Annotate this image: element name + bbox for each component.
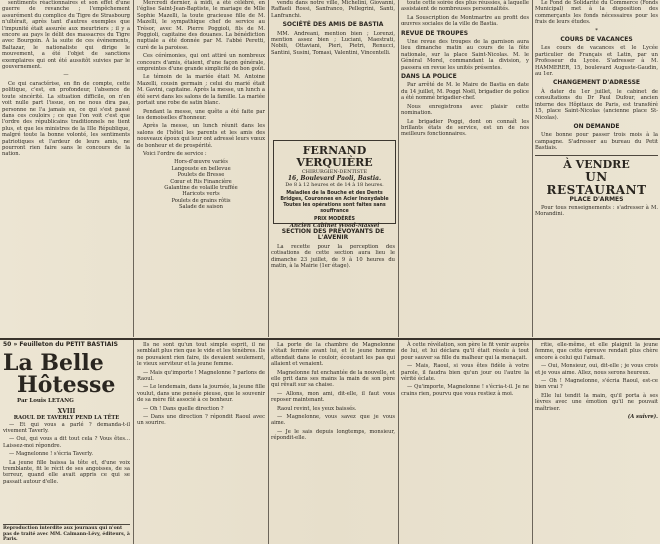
- ad-service: Toutes les opérations sont faites sans souffrance: [283, 203, 386, 214]
- top-column-1: [2, 0, 130, 337]
- article-text: Ce qui caractérise, en fin de compte, cette politique, c'est, en profondeur, l'absence de toute sincérité. La situation difficile, on n'en voit nulle part l'issue, on ne nous dira pas, personne ne l'a jamais su, ce qui s'est passé dans ces couloirs ; ce que l'on voit c'est que l'ordre des républicains traditionnels ne tient plus, et que les ministres de la IIIe République, malgré toute la bonne volonté, les sentiments patriotiques et l'ardeur de leurs amis, ne pourront rien faire sans le concours de la nation.: [2, 80, 130, 158]
- section-heading: CHANGEMENT D'ADRESSE: [552, 79, 641, 87]
- column-rule: [532, 0, 533, 337]
- novel-text: Ils ne sont qu'un tout simple esprit, il ne semblait plus rien que le vide et les ténèbres. Ils ne pouvaient rien faire, ils devaient seulement, le vieux serviteur et la jeune femme.: [137, 342, 265, 368]
- novel-title-line-1: La Belle: [3, 350, 104, 377]
- novel-text: — Et qui vous a parlé ? demanda-t-il vivement Taverly.: [3, 421, 130, 435]
- column-rule: [532, 340, 533, 544]
- article-text: Le brigadier Poggi, dont on connaît les brillants états de service, est un de nos meilleurs fonctionnaires.: [401, 118, 529, 138]
- menu-list: [137, 159, 265, 210]
- menu-item: Cœur et Ris Financière: [170, 178, 232, 185]
- column-rule: [133, 340, 134, 544]
- article-text: MM. Andreani, mention bien ; Lorenzi, mention assez bien ; Luciani, Maestrati, Nobili, Ottaviani, Pieri, Pietri, Renucci, Santini, Susini, Tomasi, Valentini, Vincentelli.: [271, 30, 395, 56]
- article-text: Mercredi dernier, à midi, a été célébré, en l'église Saint-Jean-Baptiste, le mariage de Mlle Sophie Mazelli, la toute gracieuse fille de M. Mazelli, le sympathique chef de service au Trésor, avec M. Pierre Poggioli, fils de M. Poggioli, capitaine des douanes. La bénédiction nuptiale a été donnée par M. l'abbé Peretti, curé de la paroisse.: [137, 0, 265, 51]
- novel-text: — Oui, Monsieur, oui, dit-elle ; je vous crois et je vous aime. Allez, nous serons heureux.: [535, 363, 658, 376]
- top-column-2: [137, 0, 265, 337]
- sale-ad-subject: UN RESTAURANT: [546, 169, 647, 197]
- top-column-4: [401, 0, 529, 337]
- ad-former-cabinet: Ancien Cabinet Wood-Massei: [289, 223, 380, 229]
- ad-hours: De 8 à 12 heures et de 14 à 18 heures.: [285, 182, 384, 188]
- novel-text: Magnelonne fut enchantée de la nouvelle, et elle prit dans ses mains la main de son père qui rêvait sur sa chaise.: [271, 369, 395, 389]
- section-heading: DANS LA POLICE: [401, 73, 457, 81]
- novel-text: — Mais, Raoul, si vous êtes fidèle à votre parole, il faudra bien qu'un jour ou l'autre la vérité éclate.: [401, 363, 529, 383]
- article-text: À dater du 1er juillet, le cabinet de consultations du Dr Paul Dufour, ancien interne des Hôpitaux de Paris, est transféré 15, place Saint-Nicolas (ancienne place St-Nicolas).: [535, 88, 658, 121]
- column-rule: [268, 0, 269, 337]
- menu-item: Hors-d'œuvre variés: [174, 159, 228, 166]
- article-text: Une bonne pour passer trois mois à la campagne. S'adresser au bureau du Petit Bastiais.: [535, 132, 658, 152]
- ad-address: 16, Boulevard Paoli, Bastia.: [287, 175, 382, 182]
- menu-item: Galantine de volaille truffée: [164, 184, 238, 191]
- top-column-3-lower: [271, 226, 395, 337]
- article-text: Après la messe, un lunch réunit dans les salons de l'hôtel les parents et les amis des nouveaux époux qui leur ont adressé leurs vœux de bonheur et de prospérité.: [137, 123, 265, 149]
- section-heading: REVUE DE TROUPES: [401, 29, 469, 37]
- feuilleton-column-1: [3, 342, 130, 544]
- article-text: sentiments réactionnaires et son effet d'une guerre de revanche ; l'empêchement assurément du complice du Tigre de Strasbourg n'ultérait, après tant d'autres exemples que l'impunité était assurée aux meurtriers ; il y a encore au pays le délit des massacres du Tigre avec Bourgoin. À la suite de ces événements, Baltazar, le nationaliste qui dirige le mouvement, a été l'objet de sanctions exemplaires qui ont été aussitôt suivies par le gouvernement.: [2, 0, 130, 71]
- feuilleton-header: 50 » Feuilleton du PETIT BASTIAIS: [3, 341, 118, 348]
- menu-item: Poulets de Bresse: [177, 172, 225, 179]
- footer-rule: [3, 524, 130, 525]
- section-heading: ON DEMANDE: [573, 122, 620, 130]
- article-text: Une revue des troupes de la garnison aura lieu dimanche matin au cours de la fête nationale, sur la place Saint-Nicolas. M. le Général Morel, commandant la division, y passera en revue les unités présentes.: [401, 39, 529, 71]
- dentist-advertisement: [273, 140, 396, 229]
- section-divider: —: [63, 72, 69, 79]
- feuilleton-column-4: [401, 342, 529, 544]
- section-heading: COURS DE VACANCES: [560, 36, 633, 44]
- novel-text: — Magnelonne, vous savez que je vous aime.: [271, 414, 395, 427]
- section-divider: *: [595, 27, 598, 34]
- novel-author: Par Louis LETANG: [17, 398, 74, 405]
- menu-item: Salade de saison: [178, 204, 224, 211]
- novel-text: — Mais qu'importe ! Magnelonne ? parlons de Raoul.: [137, 369, 265, 383]
- article-text: Nous enregistrons avec plaisir cette nomination.: [401, 103, 529, 117]
- novel-title-line-2: Hôtesse: [17, 372, 116, 399]
- chapter-title: RAOUL DE TAVERLY PEND LA TÊTE: [13, 415, 120, 422]
- article-text: Le Fond de Solidarité du Commerce (Fonds Municipal) met à la disposition des commerçants les fonds nécessaires pour les frais de leurs études.: [535, 0, 658, 26]
- novel-text: — Le lendemain, dans la journée, la jeune fille voulut, dans une pensée pieuse, que le souvenir de sa mère fût associé à ce bonheur.: [137, 384, 265, 404]
- article-text: Ces cérémonies, qui ont attiré un nombreux concours d'amis, étaient, d'une façon générale, empreintes d'une grande simplicité de bon goût.: [137, 53, 265, 73]
- novel-text: — Dans une direction ? répondit Raoul avec un sourire.: [137, 414, 265, 427]
- ad-name: FERNAND VERQUIÈRE: [296, 144, 373, 169]
- article-text: La recette pour la perception des cotisations de cette section aura lieu le dimanche 23 juillet, de 9 à 10 heures du matin, à la Mairie (1er étage).: [271, 243, 395, 270]
- article-text: Par arrêté de M. le Maire de Bastia en date du 14 juillet, M. Poggi Noël, brigadier de police a été nommé brigadier-chef.: [401, 82, 529, 102]
- menu-item: Langouste en bellevue: [171, 165, 231, 172]
- novel-text: La jeune fille baissa la tête et, d'une voix tremblante, fit le récit de ses angoisses, de sa terreur, quand elle avait appris ce qui se passait autour d'elle.: [3, 459, 130, 485]
- feuilleton-column-2: [137, 342, 265, 544]
- novel-text: — Magnelonne ! s'écria Taverly.: [9, 451, 94, 458]
- menu-item: Haricots verts: [182, 191, 220, 198]
- article-text: vendu dans notre ville, Michelini, Giovanni, Raffaeli Rossi, Sanfranco, Pellegrini, Santi, Lanfranchi.: [271, 0, 395, 19]
- article-text: Voici l'ordre de service :: [143, 150, 207, 157]
- ad-profession: CHIRURGIEN-DENTISTE: [301, 169, 368, 175]
- ad-divider: [535, 155, 658, 156]
- novel-text: ritie, elle-même, et elle plaignit la jeune femme, que cette épreuve rendait plus chère encore à celui qui l'aimait.: [535, 342, 658, 361]
- article-text: toute cette soirée des plus réussies, à laquelle assistaient de nombreuses personnalités.: [401, 0, 529, 13]
- column-rule: [398, 340, 399, 544]
- column-rule: [268, 340, 269, 544]
- ad-service: Maladies de la Bouche et des Dents: [286, 191, 383, 196]
- article-text: Le témoin de la mariée était M. Antoine Mazelli, cousin germain ; celui du marié était M. Gavini, capitaine. Après la messe, un lunch a été servi dans les salons de la famille. La mariée portait une robe de satin blanc.: [137, 74, 265, 107]
- chapter-number: XVIII: [57, 407, 76, 415]
- reproduction-notice: Reproduction interdite aux journaux qui n'ont pas de traité avec MM. Calmann-Lévy, éditeurs, à Paris.: [3, 526, 130, 543]
- novel-text: — Oui, qui vous a dit tout cela ? Vous êtes... Laissez-moi répondre.: [3, 436, 130, 449]
- ad-prices: PRIX MODÉRÉS: [314, 217, 355, 222]
- novel-text: À cette révélation, son père le fit venir auprès de lui, et lui déclara qu'il était résolu à tout pour sauver sa fille du malheur qui la menaçait.: [401, 342, 529, 361]
- novel-text: Elle lui tendit la main, qu'il porta à ses lèvres avec une émotion qu'il ne pouvait maîtriser.: [535, 392, 658, 412]
- feuilleton-column-5: [535, 342, 658, 544]
- column-rule: [398, 0, 399, 337]
- column-rule: [133, 0, 134, 337]
- section-heading: SOCIÉTÉ DES AMIS DE BASTIA: [282, 21, 384, 29]
- novel-text: — Qu'importe, Magnelonne ! s'écria-t-il. Je ne crains rien, pourvu que vous restiez à moi.: [401, 384, 529, 397]
- novel-text: — Oh ! Magnelonne, s'écria Raoul, est-ce bien vrai ?: [535, 378, 658, 391]
- section-rule: [0, 338, 660, 340]
- top-column-5: [535, 0, 658, 337]
- to-be-continued: (A suivre).: [627, 414, 658, 421]
- article-text: Les cours de vacances et le Lycée particulier de Français et Latin, par un Professeur du Lycée. S'adresser à M. HAMMERER, 15, boulevard Auguste-Gaudin, au 1er.: [535, 45, 658, 78]
- novel-text: Raoul revint, les yeux baissés.: [277, 405, 357, 412]
- sale-ad-heading: À VENDRE: [563, 157, 630, 171]
- novel-text: La porte de la chambre de Magnelonne s'était fermée avant lui, et le jeune homme attendait dans le couloir, écoutant les pas qui allaient et venaient.: [271, 342, 395, 368]
- feuilleton-column-3: [271, 342, 395, 544]
- sale-ad-contact: Pour tous renseignements : s'adresser à M. Morandini.: [535, 204, 658, 217]
- section-heading: SECTION DES PRÉVOYANTS DE L'AVENIR: [281, 228, 385, 242]
- article-text: La Souscription de Montmartre au profit des œuvres sociales de la ville de Bastia.: [401, 14, 529, 28]
- novel-text: — Allons, mon ami, dit-elle, il faut vous reposer maintenant.: [271, 390, 395, 404]
- novel-text: — Je le sais depuis longtemps, monsieur, répondit-elle.: [271, 428, 395, 442]
- sale-ad-location: PLACE D'ARMES: [569, 195, 624, 203]
- article-text: Pendant la messe, une quête a été faite par les demoiselles d'honneur.: [137, 108, 265, 121]
- ad-service: Bridges, Couronnes en Acier Inoxydable: [280, 197, 389, 202]
- novel-text: — Oh ! Dans quelle direction ?: [143, 405, 224, 412]
- menu-item: Poulets de grains rôtis: [171, 197, 231, 204]
